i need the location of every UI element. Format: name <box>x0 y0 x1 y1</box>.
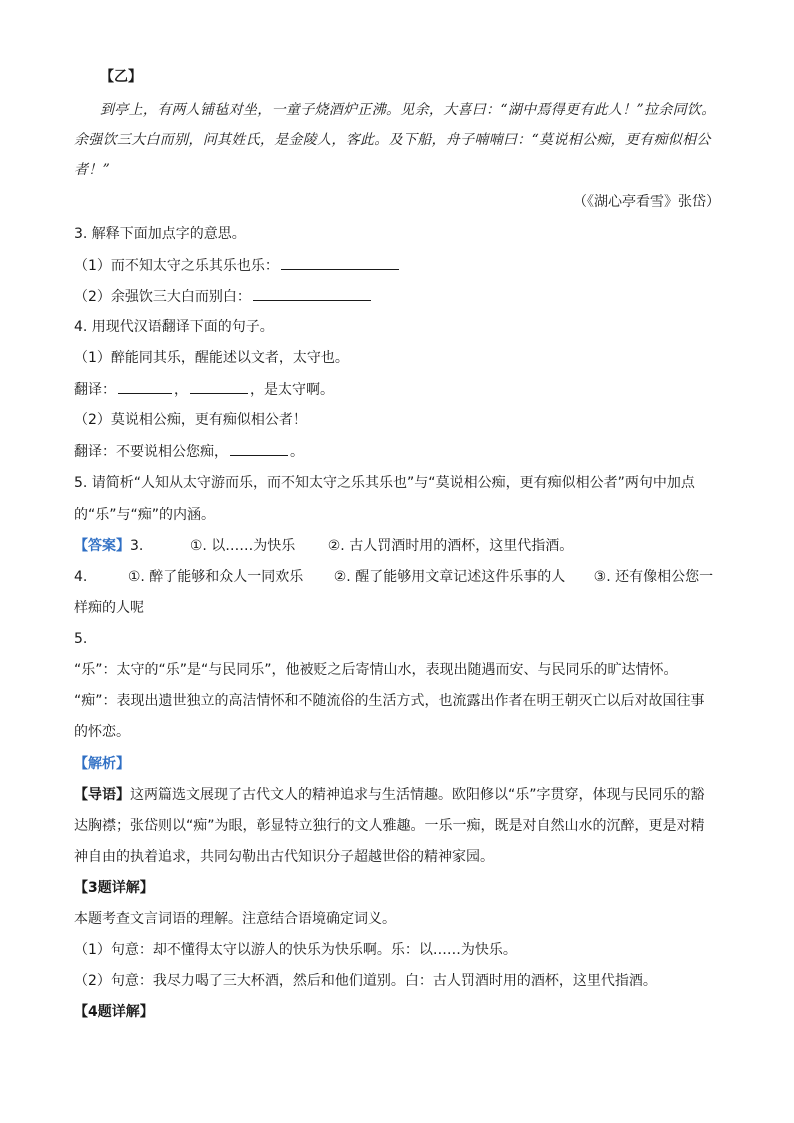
answer-label: 【答案】 <box>74 538 130 554</box>
q5-stem-line-1: 5. 请简析“人知从太守游而乐，而不知太守之乐其乐也”与“莫说相公痴，更有痴似相公者”两句中加点 <box>74 475 695 491</box>
answer-q3-line: 【答案】3. ①. 以……为快乐 ②. 古人罚酒时用的酒杯，这里代指酒。 <box>74 538 574 554</box>
analysis-label: 【解析】 <box>74 756 130 772</box>
analysis-q3-line-3: （2）句意：我尽力喝了三大杯酒，然后和他们道别。白：古人罚酒时用的酒杯，这里代指酒。 <box>74 973 657 989</box>
answer-q5-chi-line-2: 的怀恋。 <box>74 724 130 740</box>
q4-translation-1: 翻译： ， ，是太守啊。 <box>74 382 334 398</box>
q3-item-2: （2）余强饮三大白而别白： <box>74 287 720 306</box>
section-yi-label: 【乙】 <box>100 69 142 85</box>
answer-q5-number: 5. <box>74 631 88 647</box>
analysis-intro-line-3: 神自由的执着追求，共同勾勒出古代知识分子超越世俗的精神家园。 <box>74 849 494 865</box>
q5-stem-line-2: 的“乐”与“痴”的内涵。 <box>74 507 216 523</box>
q3-stem: 3. 解释下面加点字的意思。 <box>74 226 246 242</box>
analysis-intro-line-2: 达胸襟；张岱则以“痴”为眼，彰显特立独行的文人雅趣。一乐一痴，既是对自然山水的沉醉，更是对精 <box>74 818 705 834</box>
q3-answer-blank-1[interactable] <box>281 256 399 270</box>
answer-q5-chi-line-1: “痴”：表现出遗世独立的高洁情怀和不随流俗的生活方式，也流露出作者在明王朝灭亡以后对故国往事 <box>74 693 705 709</box>
q4-translation-2: 翻译：不要说相公您痴， 。 <box>74 444 304 460</box>
q3-answer-blank-2[interactable] <box>253 287 371 301</box>
analysis-q3-line-1: 本题考查文言词语的理解。注意结合语境确定词义。 <box>74 911 396 927</box>
q4-answer-blank-2[interactable] <box>190 380 248 394</box>
answer-q4-continuation: 样痴的人呢 <box>74 600 144 616</box>
analysis-q3-line-2: （1）句意：却不懂得太守以游人的快乐为快乐啊。乐：以……为快乐。 <box>74 942 517 958</box>
answer-q5-le: “乐”：太守的“乐”是“与民同乐”，他被贬之后寄情山水，表现出随遇而安、与民同乐的旷达情怀。 <box>74 662 678 678</box>
q4-stem: 4. 用现代汉语翻译下面的句子。 <box>74 319 274 335</box>
q4-item-1: （1）醉能同其乐，醒能述以文者，太守也。 <box>74 350 349 366</box>
analysis-q4-heading: 【4题详解】 <box>74 1004 154 1020</box>
q4-item-2: （2）莫说相公痴，更有痴似相公者！ <box>74 412 307 428</box>
answer-q4-line: 4. ①. 醉了能够和众人一同欢乐 ②. 醒了能够用文章记述这件乐事的人 ③. 还有像相公您一 <box>74 569 714 585</box>
analysis-intro-line-1: 【导语】这两篇选文展现了古代文人的精神追求与生活情趣。欧阳修以“乐”字贯穿，体现与民同乐的豁 <box>74 787 705 803</box>
analysis-q3-heading: 【3题详解】 <box>74 880 154 896</box>
q4-answer-blank-1[interactable] <box>118 380 172 394</box>
q4-answer-blank-3[interactable] <box>230 442 288 456</box>
q3-item-1: （1）而不知太守之乐其乐也乐： <box>74 256 720 275</box>
passage-line-1: 到亭上，有两人铺毡对坐，一童子烧酒炉正沸。见余，大喜曰：“湖中焉得更有此人！”拉余同饮。 <box>100 102 716 118</box>
passage-line-2: 余强饮三大白而别，问其姓氏，是金陵人，客此。及下船，舟子喃喃曰：“莫说相公痴，更有痴似相公 <box>74 132 711 148</box>
passage-source: （《湖心亭看雪》张岱） <box>573 194 720 210</box>
passage-line-3: 者！” <box>74 162 111 178</box>
